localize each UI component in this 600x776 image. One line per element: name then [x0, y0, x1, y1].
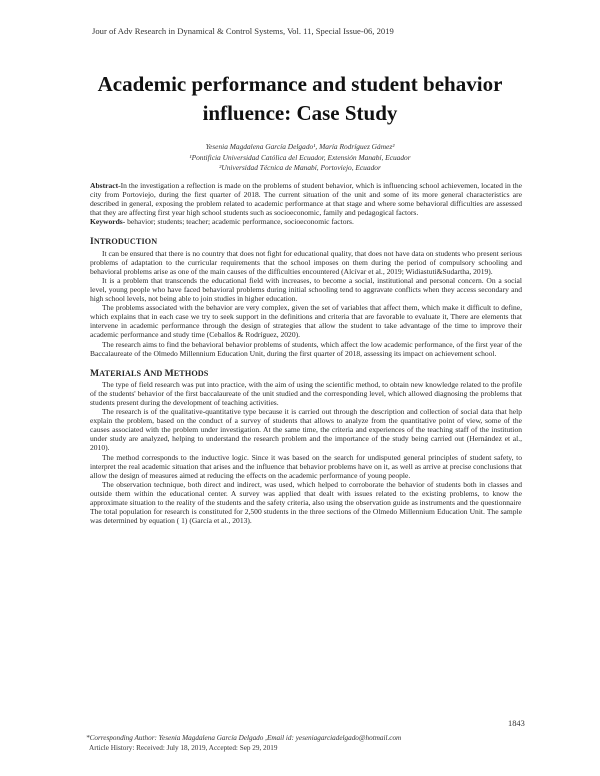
keywords-text: behavior; students; teacher; academic performance, socioeconomic factors.	[125, 217, 354, 227]
journal-header: Jour of Adv Research in Dynamical & Control Systems, Vol. 11, Special Issue-06, 2019	[92, 26, 394, 36]
abstract	[90, 181, 522, 217]
article-history: Article History: Received: July 18, 2019, Accepted: Sep 29, 2019	[89, 744, 278, 752]
affiliation-2: ²Universidad Técnica de Manabí, Portoviejo, Ecuador	[219, 163, 381, 172]
intro-paragraph-3: The problems associated with the behavior are very complex, given the set of variables that affect them, which make it difficult to define, which explains that in each case we try to seek support in the definitions and criteria that are favorable to evaluate it, There are elements that intervene in academic performance through the design of strategies that allow the student to take advantage of the time to improve their academic performance and study time (Ceballos & Rodríguez, 2020).	[90, 303, 522, 340]
author-block	[100, 142, 500, 174]
paper-body	[90, 181, 522, 525]
paper-title	[60, 70, 540, 128]
methods-paragraph-5: The total population for research is constituted for 2,500 students in the three sections of the Olmedo Millennium Education Unit. The sample was determined by equation ( 1) (García et al., 2013).	[90, 507, 522, 526]
methods-paragraph-4: The observation technique, both direct and indirect, was used, which helped to corroborate the behavior of students both in classes and outside them within the educational center. A survey was applied that dealt with issues related to the existing problems, to know the approximate situation to the reality of the students and the safety criteria, also using the observation guide as instruments and the questionnaire	[90, 479, 522, 507]
section-heading-introduction: INTRODUCTION	[90, 236, 158, 248]
title-line-1: Academic performance and student behavior	[97, 72, 503, 96]
abstract-text: In the investigation a reflection is made on the problems of student behavior, which is influencing school achievemen, located in the city from Portoviejo, during the first quarter of 2018. The current situation of the unit and some of its more general characteristics are described in general, exposing the problem related to academic performance at that stage and where some behavioral difficulties are assessed that they are affecting first year high school students such as socioeconomic, family and pedagogical factors.	[90, 181, 522, 218]
methods-paragraph-1: The type of field research was put into practice, with the aim of using the scientific method, to obtain new knowledge related to the profile of the students' behavior of the first baccalaureate of the unit studied and the corresponding level, which allowed diagnosing the problems that students present during the development of teaching activities.	[90, 379, 522, 407]
page-footer	[86, 733, 401, 753]
methods-paragraph-2: The research is of the qualitative-quantitative type because it is carried out through the description and collection of social data that help explain the problem, based on the conduct of a survey of students that allows to analyze from the quantitative point of view, some of the causes associated with the problem under investigation. At the same time, the criteria and experiences of the teaching staff of the institution under study are analyzed, helping to understand the research problem and the importance of the study being carried out (Hernández et al., 2010).	[90, 407, 522, 453]
corresponding-author-note: *Corresponding Author: Yesenia Magdalena García Delgado ,Email id: yeseniagarciadelgado@hotmail.com	[86, 734, 402, 742]
title-line-2: influence: Case Study	[202, 101, 398, 125]
abstract-label: Abstract-	[90, 181, 121, 190]
section-heading-materials-and-methods: MATERIALS AND METHODS	[90, 367, 209, 379]
intro-paragraph-1: It can be ensured that there is no country that does not fight for educational quality, that does not have data on students who present serious problems of adaptation to the curricular requirements that the school imposes on them during the period of compulsory schooling and behavioral problems arise as one of the main causes of the difficulties encountered (Alcívar et al., 2019; Widiastuti&Sudartha, 2019).	[90, 248, 522, 276]
intro-paragraph-2: It is a problem that transcends the educational field with increases, to become a social, institutional and personal concern. On a social level, young people who have faced behavioral problems during initial schooling tend to aggravate conflicts when they access secondary and high school levels, not being able to join studies in higher education.	[90, 275, 522, 304]
author-names: Yesenia Magdalena García Delgado¹, María Rodríguez Gámez²	[205, 142, 395, 151]
intro-paragraph-4: The research aims to find the behavioral behavior problems of students, which affect the low academic performance, of the first year of the Baccalaureate of the Olmedo Millennium Education Unit, during the first quarter of 2018, assessing its impact on achievement school.	[90, 339, 522, 358]
page-number: 1843	[508, 719, 525, 728]
methods-paragraph-3: The method corresponds to the inductive logic. Since it was based on the search for undisputed general principles of student safety, to interpret the real academic situation that arises and the influence that behavior problems have on it, as well as arrive at precise conclusions that allow the design of measures aimed at reducing the effects on the academic performance of young people.	[90, 452, 522, 480]
keywords	[90, 217, 522, 226]
keywords-label: Keywords-	[90, 217, 126, 227]
affiliation-1: ¹Pontificia Universidad Católica del Ecuador, Extensión Manabí, Ecuador	[189, 152, 411, 162]
